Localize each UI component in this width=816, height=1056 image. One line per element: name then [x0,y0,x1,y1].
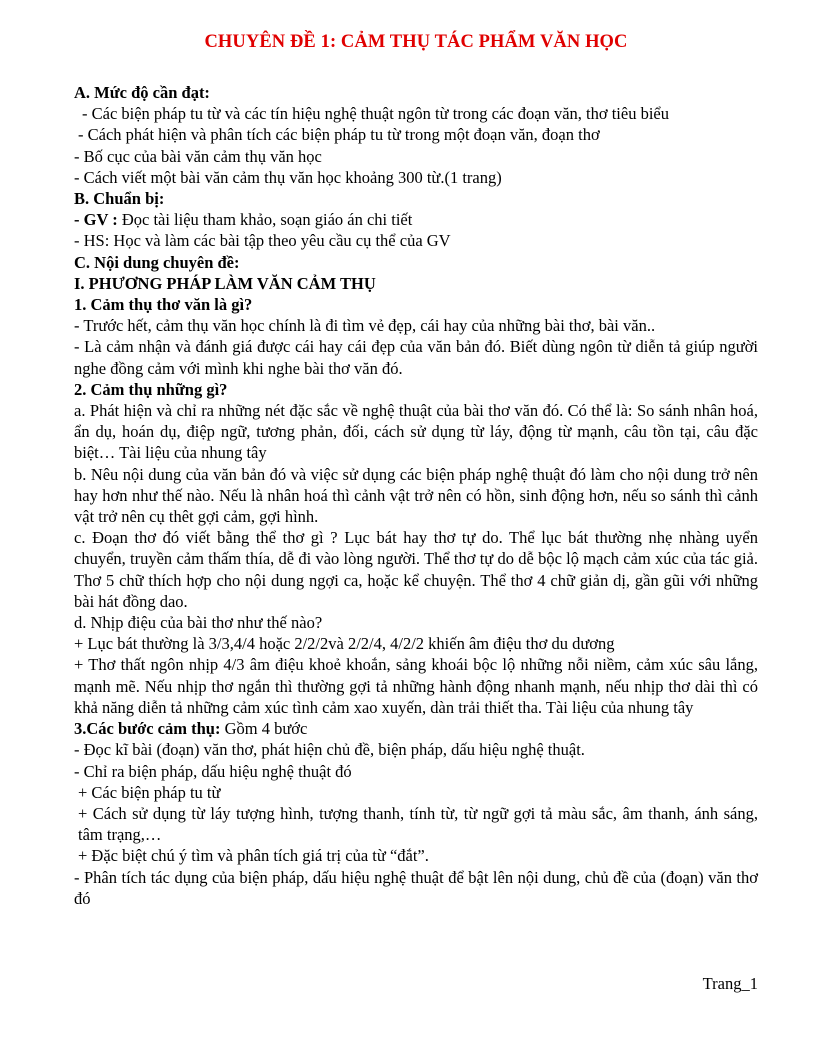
paragraph: + Cách sử dụng từ láy tượng hình, tượng thanh, tính từ, từ ngữ gợi tả màu sắc, âm thanh, ánh sáng, tâm trạng,… [78,803,758,845]
paragraph: d. Nhịp điệu của bài thơ như thế nào? [74,613,323,633]
question-3-subtitle: Gồm 4 bước [220,719,308,739]
part-1-heading: I. PHƯƠNG PHÁP LÀM VĂN CẢM THỤ [74,273,376,293]
paragraph: a. Phát hiện và chỉ ra những nét đặc sắc về nghệ thuật của bài thơ văn đó. Có thể là: So sánh nhân hoá, ẩn dụ, hoán dụ, điệp ngữ, tương phản, đối, cách sử dụng từ láy, động từ mạnh, câu tồn tại, câu đặc biệt… Tài liệu của nhung tây [74,401,758,463]
section-a-item: - Bố cục của bài văn cảm thụ văn học [74,146,322,166]
paragraph: - Phân tích tác dụng của biện pháp, dấu hiệu nghệ thuật để bật lên nội dung, chủ đề của (đoạn) văn thơ đó [74,867,758,908]
page-title: CHUYÊN ĐỀ 1: CẢM THỤ TÁC PHẨM VĂN HỌC [204,32,628,52]
paragraph: - Đọc kĩ bài (đoạn) văn thơ, phát hiện chủ đề, biện pháp, dấu hiệu nghệ thuật. [74,740,585,760]
section-a-item: - Cách viết một bài văn cảm thụ văn học khoảng 300 từ.(1 trang) [74,167,502,187]
section-a-heading: A. Mức độ cần đạt: [74,83,210,102]
section-b-heading: B. Chuẩn bị: [74,189,165,209]
question-2-heading: 2. Cảm thụ những gì? [74,379,228,399]
paragraph: b. Nêu nội dung của văn bản đó và việc sử dụng các biện pháp nghệ thuật đó làm cho nội dung trở nên hay hơn như thế nào. Nếu là nhân hoá thì cảnh vật trở nên có hồn, sinh động hơn, nếu so sánh thì cảnh vật trở nên cụ thêt gợi cảm, gợi hình. [74,464,758,527]
section-b-hs: - HS: Học và làm các bài tập theo yêu cầu cụ thể của GV [74,231,451,251]
gv-label: - GV : [74,210,118,230]
paragraph: - Chỉ ra biện pháp, dấu hiệu nghệ thuật đó [74,761,352,781]
question-3-title: 3.Các bước cảm thụ: [74,719,221,739]
paragraph: - Trước hết, cảm thụ văn học chính là đi tìm vẻ đẹp, cái hay của những bài thơ, bài văn.. [74,316,656,336]
section-a-item: - Cách phát hiện và phân tích các biện pháp tu từ trong một đoạn văn, đoạn thơ [78,125,600,145]
section-c-heading: C. Nội dung chuyên đề: [74,252,240,272]
page-number: Trang_1 [702,974,758,993]
paragraph: + Các biện pháp tu từ [78,782,221,802]
question-3-heading [74,718,758,739]
section-a-item: - Các biện pháp tu từ và các tín hiệu nghệ thuật ngôn từ trong các đoạn văn, thơ tiêu biểu [82,104,669,124]
paragraph: + Thơ thất ngôn nhịp 4/3 âm điệu khoẻ khoắn, sảng khoái bộc lộ những nỗi niềm, cảm xúc sâu lắng, mạnh mẽ. Nếu nhịp thơ ngắn thì thường gợi tả những hành động nhanh mạnh, nếu nhịp thơ dài thì có khả năng diễn tả những cảm xúc tình cảm xao xuyến, dàn trải thiết tha. Tài liệu của nhung tây [74,655,758,717]
document-page [74,30,758,909]
paragraph: + Lục bát thường là 3/3,4/4 hoặc 2/2/2và 2/2/4, 4/2/2 khiến âm điệu thơ du dương [74,634,615,654]
question-1-heading: 1. Cảm thụ thơ văn là gì? [74,295,253,315]
paragraph: - Là cảm nhận và đánh giá được cái hay cái đẹp của văn bản đó. Biết dùng ngôn từ diễn tả giúp người nghe đồng cảm với mình khi nghe bài thơ văn đó. [74,337,758,378]
gv-text: Đọc tài liệu tham khảo, soạn giáo án chi tiết [117,210,413,230]
paragraph: c. Đoạn thơ đó viết bằng thể thơ gì ? Lục bát hay thơ tự do. Thể lục bát thường nhẹ nhàng uyển chuyển, truyền cảm thấm thía, dễ đi vào lòng người. Thể thơ tự do dễ bộc lộ mạch cảm xúc của tác giả. Thơ 5 chữ thích hợp cho nội dung ngợi ca, hoặc kể chuyện. Thể thơ 4 chữ giản dị, gần gũi với những bài hát đồng dao. [74,528,758,611]
paragraph: + Đặc biệt chú ý tìm và phân tích giá trị của từ “đắt”. [78,846,429,866]
section-b-gv [74,209,758,230]
